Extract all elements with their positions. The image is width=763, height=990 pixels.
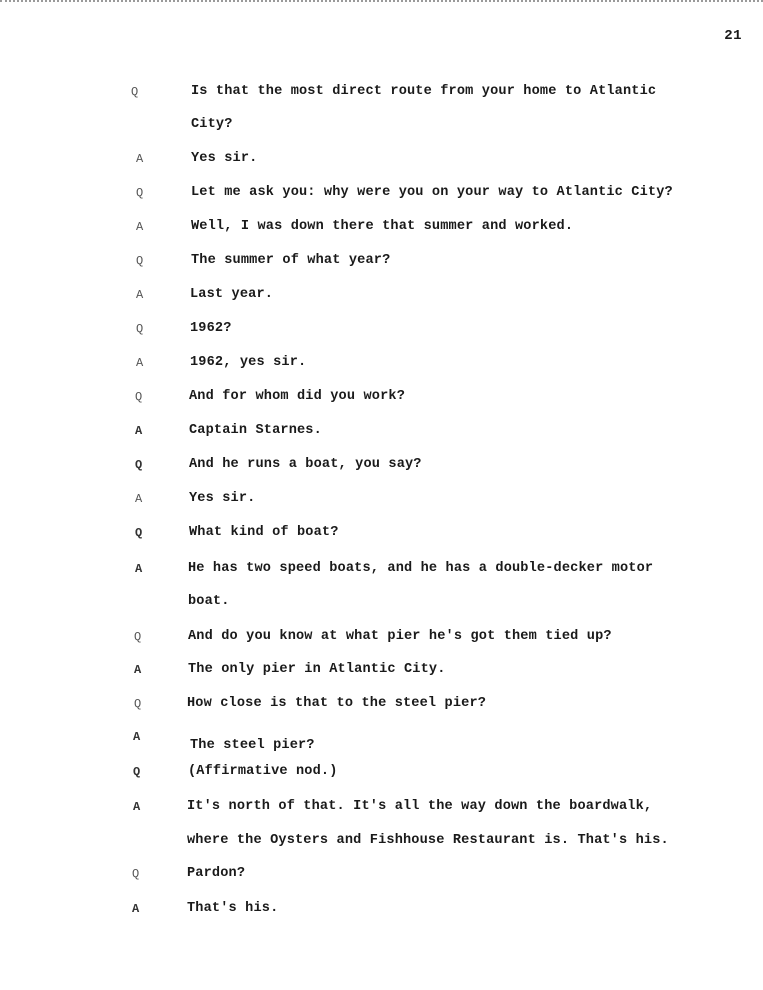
transcript-line [0,762,763,782]
speaker-label: Q [131,85,139,99]
line-text: He has two speed boats, and he has a double-decker motor [188,561,654,576]
transcript-line [0,627,763,647]
transcript-line [0,660,763,680]
transcript-line [0,421,763,441]
line-text: That's his. [187,901,279,916]
transcript-line [0,353,763,373]
transcript-line [0,592,763,612]
speaker-label: Q [136,186,144,200]
transcript-line [0,149,763,169]
transcript-line [0,387,763,407]
line-text: boat. [188,594,230,609]
transcript-line [0,730,763,756]
line-text: Is that the most direct route from your home to Atlantic [191,84,657,99]
speaker-label: Q [136,254,144,268]
transcript-line [0,489,763,509]
speaker-label: Q [135,390,143,404]
speaker-label: A [136,152,144,166]
transcript-line [0,797,763,817]
transcript-line [0,183,763,203]
line-text: And for whom did you work? [189,389,405,404]
transcript-line [0,455,763,475]
speaker-label: A [132,902,140,916]
line-text: Last year. [190,287,274,302]
transcript-line [0,559,763,579]
line-text: It's north of that. It's all the way down the boardwalk, [187,799,653,814]
speaker-label: A [133,800,141,814]
speaker-label: A [134,663,142,677]
line-text: Captain Starnes. [189,423,322,438]
line-text: And do you know at what pier he's got them tied up? [188,629,612,644]
transcript-line [0,251,763,271]
transcript-line [0,115,763,135]
transcript-line [0,864,763,884]
speaker-label: A [136,220,144,234]
speaker-label: Q [135,526,143,540]
speaker-label: Q [136,322,144,336]
speaker-label: Q [135,458,143,472]
line-text: City? [191,117,233,132]
line-text: where the Oysters and Fishhouse Restaurant is. That's his. [187,833,669,848]
speaker-label: Q [134,630,142,644]
line-text: Yes sir. [189,491,256,506]
transcript-line [0,899,763,919]
line-text: Pardon? [187,866,246,881]
line-text: Let me ask you: why were you on your way to Atlantic City? [191,185,673,200]
line-text: The summer of what year? [191,253,391,268]
line-text: Well, I was down there that summer and worked. [191,219,574,234]
speaker-label: Q [134,697,142,711]
page-number: 21 [724,28,742,44]
speaker-label: A [135,492,143,506]
line-text: The steel pier? [190,738,315,753]
speaker-label: A [133,730,141,744]
line-text: Yes sir. [191,151,258,166]
transcript-line [0,82,763,102]
speaker-label: A [136,288,144,302]
line-text: (Affirmative nod.) [188,764,338,779]
transcript-line [0,217,763,237]
line-text: 1962, yes sir. [190,355,307,370]
speaker-label: Q [132,867,140,881]
speaker-label: A [136,356,144,370]
speaker-label: A [135,562,143,576]
transcript-line [0,831,763,851]
speaker-label: Q [133,765,141,779]
line-text: The only pier in Atlantic City. [188,662,446,677]
line-text: How close is that to the steel pier? [187,696,487,711]
transcript-line [0,523,763,543]
speaker-label: A [135,424,143,438]
line-text: And he runs a boat, you say? [189,457,422,472]
transcript-line [0,694,763,714]
line-text: What kind of boat? [189,525,339,540]
line-text: 1962? [190,321,232,336]
transcript-line [0,285,763,305]
transcript-line [0,319,763,339]
